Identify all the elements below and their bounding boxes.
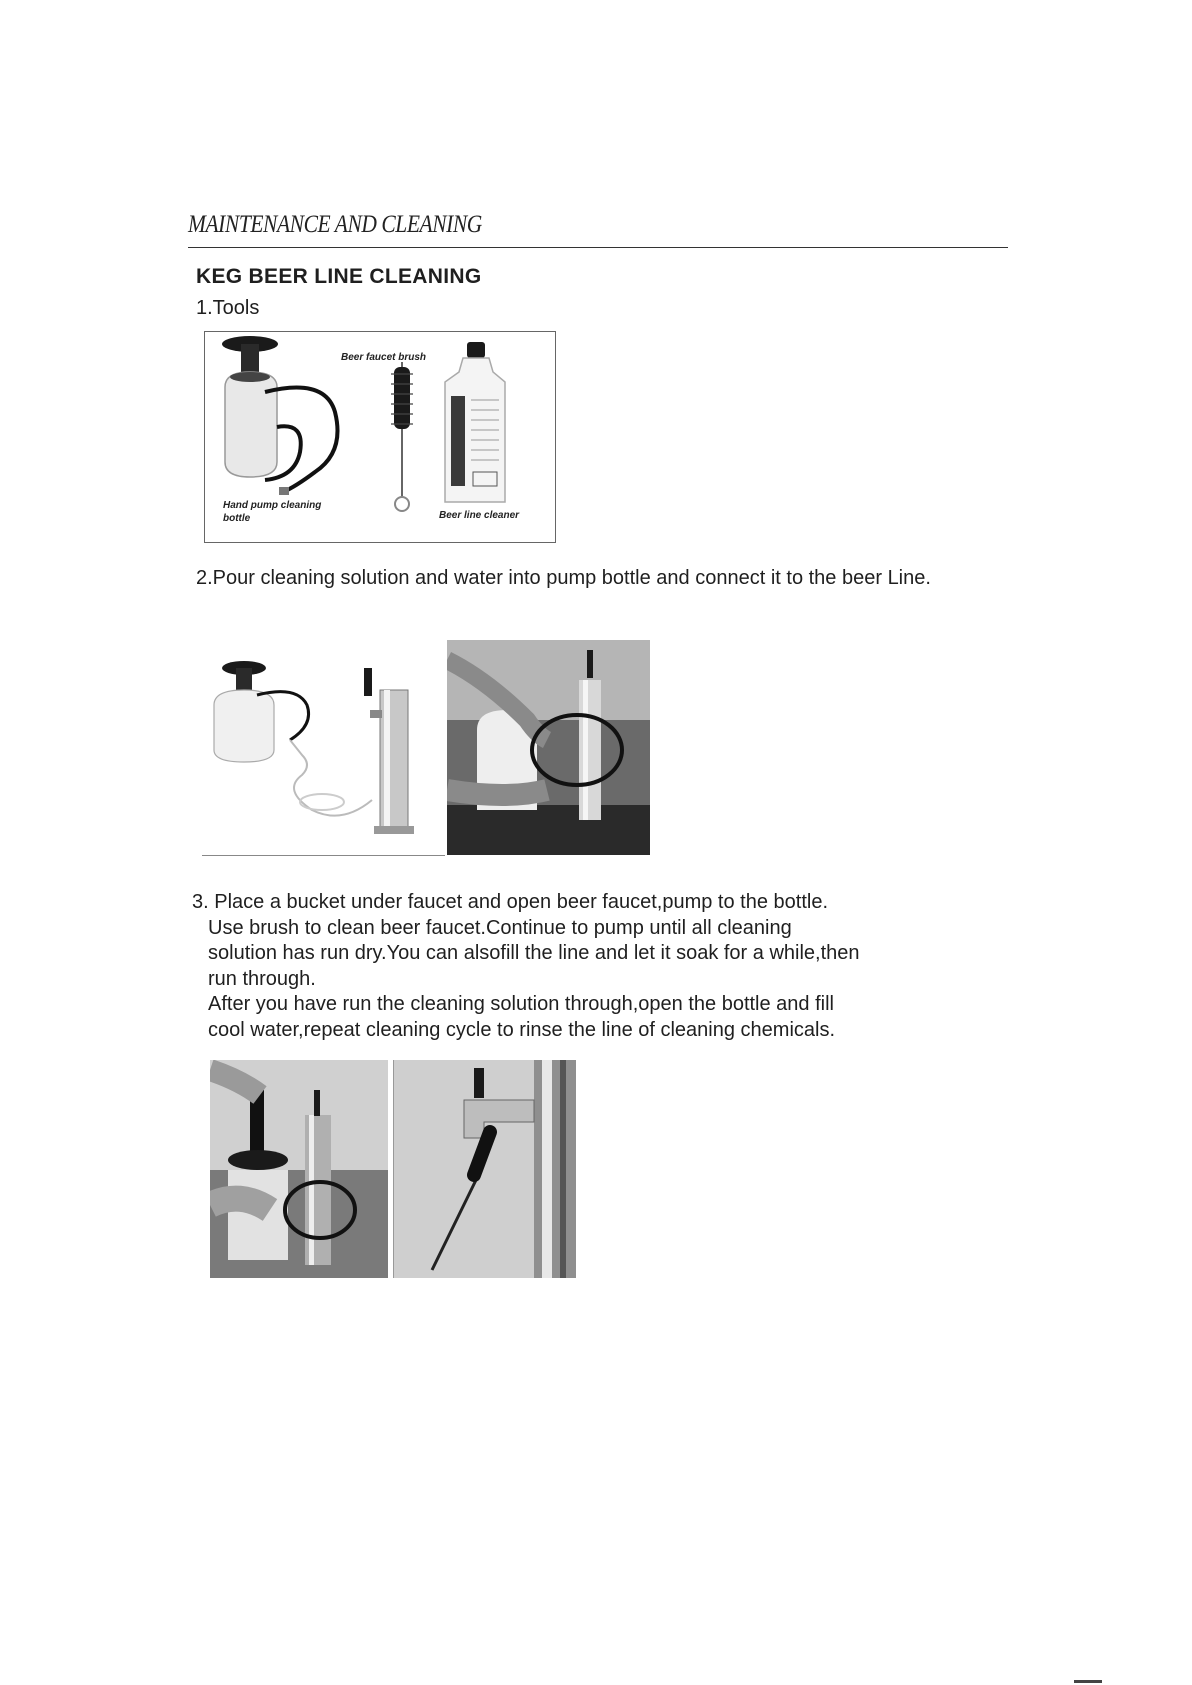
pump-and-tower-illustration (202, 640, 445, 855)
step-2-photo-connect (202, 640, 445, 855)
step-2-photo-hands (447, 640, 650, 855)
pump-bottle-icon (214, 661, 372, 816)
cleaner-label: Beer line cleaner (439, 510, 520, 521)
beer-tower-icon (364, 668, 414, 834)
page-header (188, 210, 1008, 240)
header-divider (188, 247, 1008, 248)
pump-bottle-icon (222, 336, 338, 495)
hands-connecting-illustration (447, 640, 650, 855)
step-3-line: cool water,repeat cleaning cycle to rinse the line of cleaning chemicals. (208, 1018, 836, 1041)
step-3-line: 3. Place a bucket under faucet and open beer faucet,pump to the bottle. (192, 891, 828, 913)
step-3-line: After you have run the cleaning solution through,open the bottle and fill (208, 993, 834, 1015)
photo-divider (202, 855, 445, 856)
step-3-photo-pumping (210, 1060, 388, 1278)
step-3-line: Use brush to clean beer faucet.Continue to pump until all cleaning (208, 916, 792, 939)
step-2-text: 2.Pour cleaning solution and water into pump bottle and connect it to the beer Line. (196, 567, 931, 589)
step-3-line: solution has run dry.You can alsofill the line and let it soak for a while,then (208, 942, 860, 964)
page-marker (1074, 1680, 1102, 1683)
brushing-faucet-illustration (394, 1060, 576, 1278)
pumping-illustration (210, 1060, 388, 1278)
pump-bottle-label-line2: bottle (223, 513, 251, 524)
tools-figure (204, 331, 556, 543)
step-3-line: run through. (208, 967, 316, 990)
faucet-brush-icon (391, 362, 413, 511)
brush-label: Beer faucet brush (341, 352, 427, 363)
cleaner-bottle-icon (445, 342, 505, 502)
page-header-title: MAINTENANCE AND CLEANING (188, 211, 482, 238)
step-1-text: 1.Tools (196, 297, 260, 319)
step-3-text (192, 890, 1032, 1043)
step-3-photo-brushing (393, 1060, 576, 1278)
pump-bottle-label-line1: Hand pump cleaning (223, 500, 322, 511)
section-title: KEG BEER LINE CLEANING (196, 265, 482, 288)
